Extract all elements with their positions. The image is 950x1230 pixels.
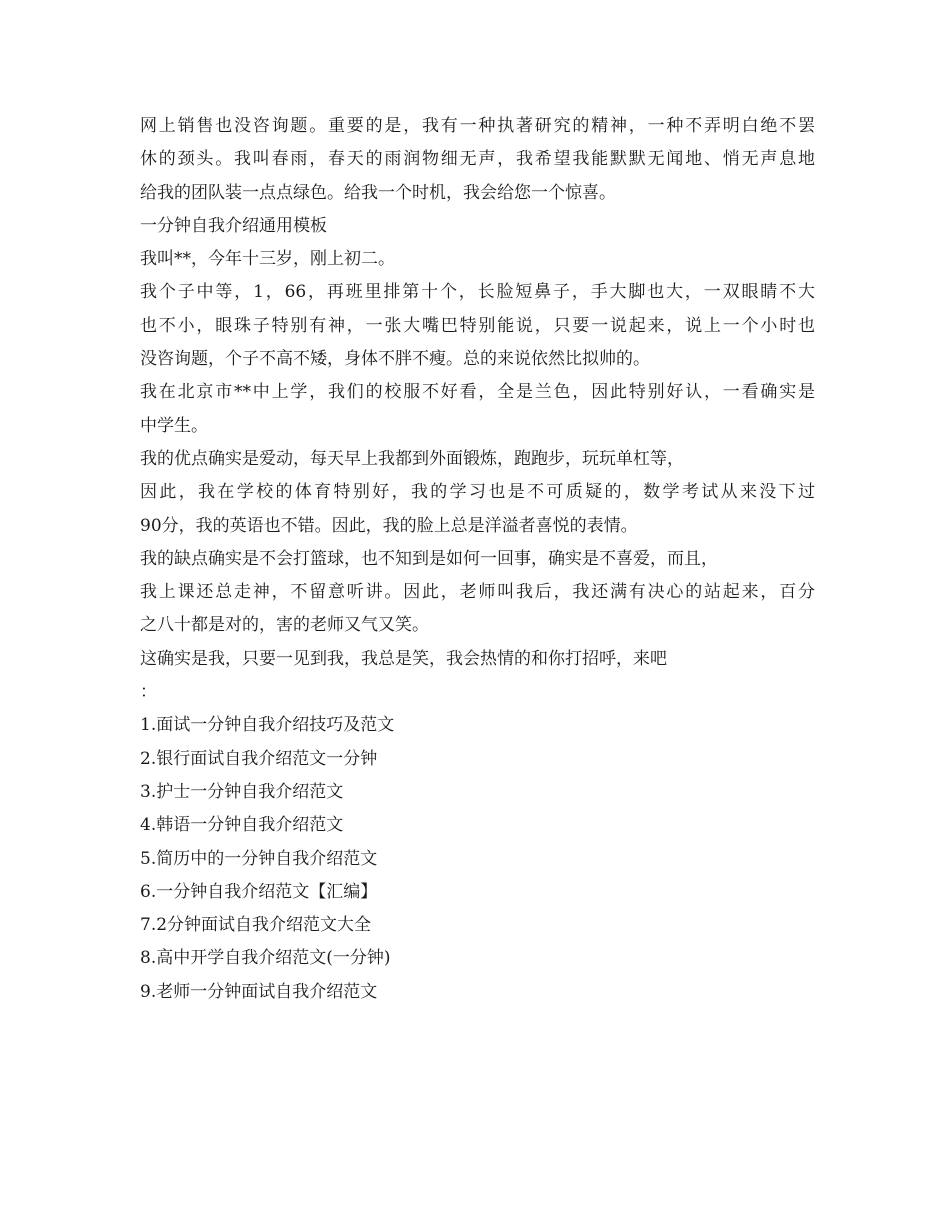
paragraph-line: 我个子中等，1，66，再班里排第十个，长脸短鼻子，手大脚也大，一双眼睛不大	[140, 282, 815, 303]
paragraph-line: 网上销售也没咨询题。重要的是，我有一种执著研究的精神，一种不弄明白绝不罢	[140, 116, 815, 136]
paragraph-line: ：	[140, 682, 157, 703]
list-item: 3.护士一分钟自我介绍范文	[140, 781, 344, 802]
list-item: 1.面试一分钟自我介绍技巧及范文	[140, 715, 395, 736]
paragraph-line: 没咨询题，个子不高不矮，身体不胖不瘦。总的来说依然比拟帅的。	[140, 349, 650, 370]
list-item: 2.银行面试自我介绍范文一分钟	[140, 748, 378, 769]
paragraph-line: 这确实是我，只要一见到我，我总是笑，我会热情的和你打招呼，来吧	[140, 648, 667, 669]
paragraph-line: 我叫**，今年十三岁，刚上初二。	[140, 249, 395, 270]
paragraph-line: 之八十都是对的，害的老师又气又笑。	[140, 615, 429, 636]
list-item: 7.2分钟面试自我介绍范文大全	[140, 915, 372, 936]
section-heading: 一分钟自我介绍通用模板	[140, 215, 327, 236]
paragraph-line: 因此，我在学校的体育特别好，我的学习也是不可质疑的，数学考试从来没下过	[140, 482, 815, 503]
paragraph-line: 给我的团队装一点点绿色。给我一个时机，我会给您一个惊喜。	[140, 182, 616, 203]
list-item: 5.简历中的一分钟自我介绍范文	[140, 848, 378, 869]
paragraph-line: 我的优点确实是爱动，每天早上我都到外面锻炼，跑跑步，玩玩单杠等，	[140, 448, 684, 469]
paragraph-line: 我在北京市**中上学，我们的校服不好看，全是兰色，因此特别好认，一看确实是	[140, 382, 815, 403]
paragraph-line: 休的颈头。我叫春雨，春天的雨润物细无声，我希望我能默默无闻地、悄无声息地	[140, 149, 815, 170]
paragraph-line: 我的缺点确实是不会打篮球，也不知到是如何一回事，确实是不喜爱，而且，	[140, 548, 718, 569]
list-item: 4.韩语一分钟自我介绍范文	[140, 815, 344, 836]
paragraph-line: 我上课还总走神，不留意听讲。因此，老师叫我后，我还满有决心的站起来，百分	[140, 582, 815, 603]
list-item: 9.老师一分钟面试自我介绍范文	[140, 981, 378, 1002]
paragraph-line: 也不小，眼珠子特别有神，一张大嘴巴特别能说，只要一说起来，说上一个小时也	[140, 315, 815, 336]
document-page	[140, 110, 815, 1009]
list-item: 6.一分钟自我介绍范文【汇编】	[140, 881, 378, 902]
list-item: 8.高中开学自我介绍范文(一分钟)	[140, 948, 391, 969]
paragraph-line: 中学生。	[140, 415, 208, 436]
paragraph-line: 90分，我的英语也不错。因此，我的脸上总是洋溢者喜悦的表情。	[140, 515, 638, 536]
